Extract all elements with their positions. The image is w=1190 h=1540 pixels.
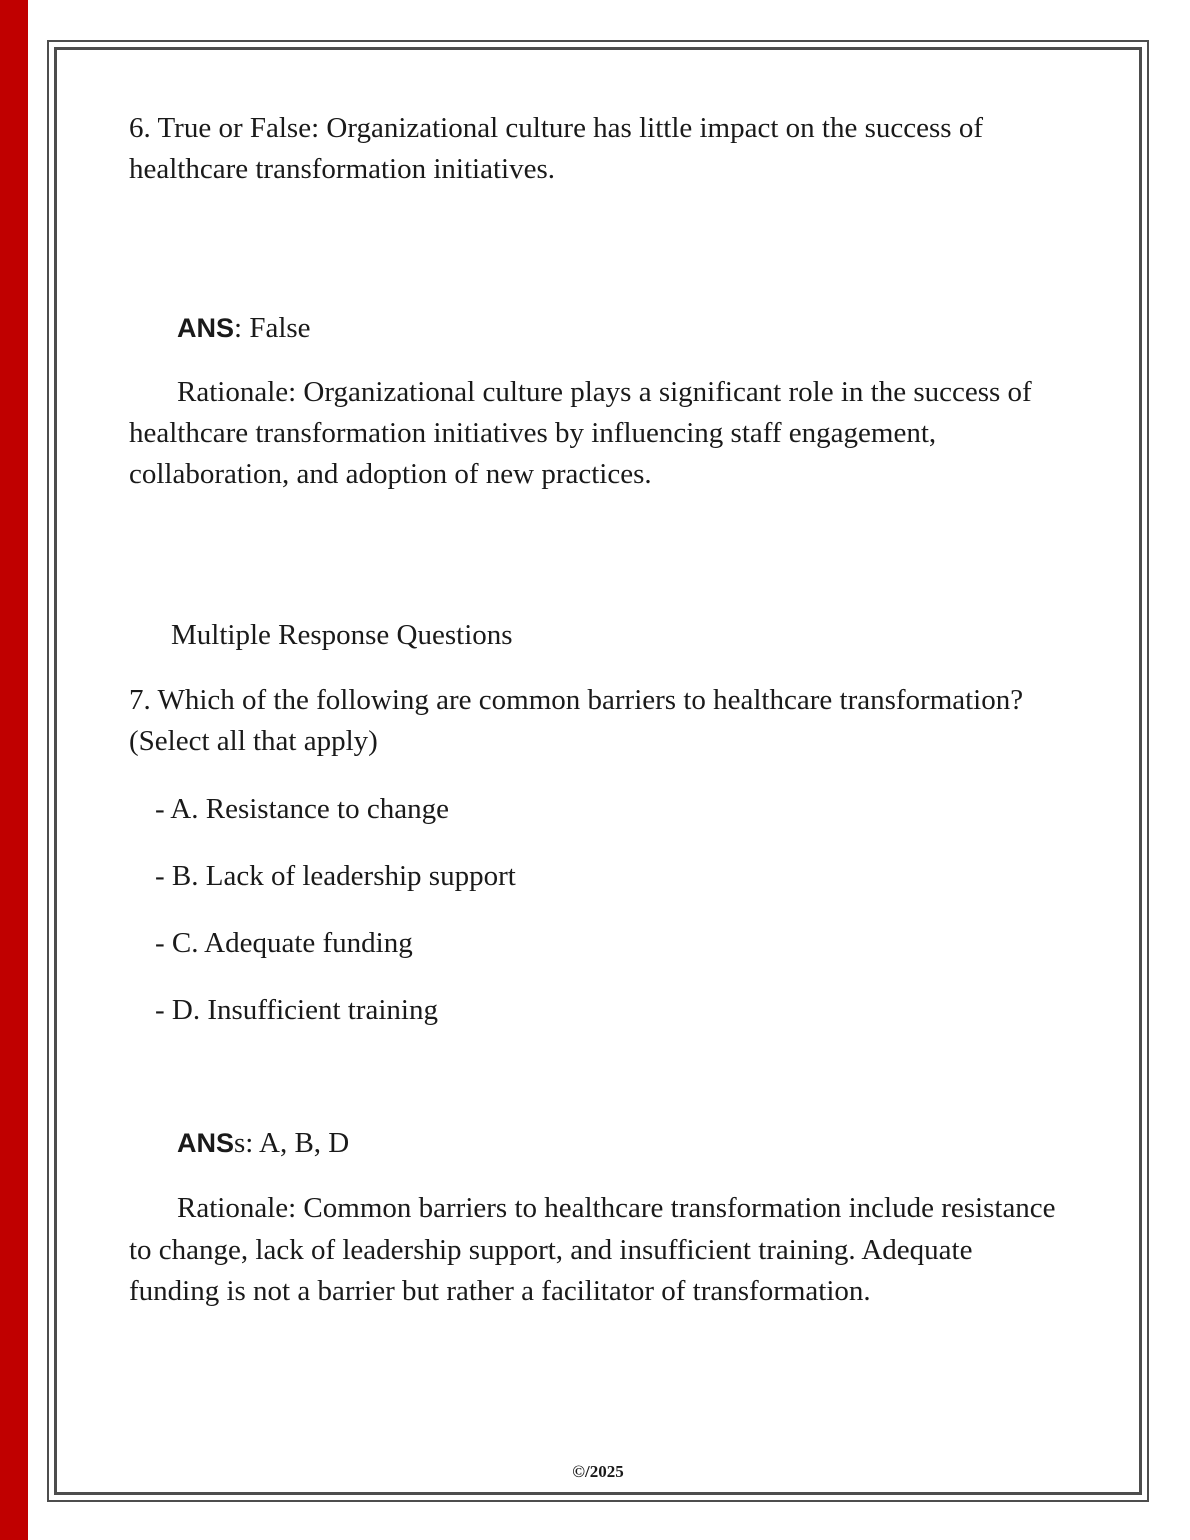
- question-6-rationale: Rationale: Organizational culture plays a significant role in the success of healthcare transformation initiatives by influencing staff engagement, collaboration, and adoption of new practices.: [129, 375, 1032, 490]
- question-7-answer-label: ANS: [177, 1128, 235, 1159]
- question-7-text: 7. Which of the following are common barriers to healthcare transformation? (Select all that apply): [129, 684, 1024, 758]
- question-7-option-b: - B. Lack of leadership support: [155, 859, 516, 892]
- question-6-text: 6. True or False: Organizational culture has little impact on the success of healthcare transformation initiatives.: [129, 112, 983, 186]
- question-6-answer-line: [129, 308, 1061, 349]
- question-7-option-d: - D. Insufficient training: [155, 994, 438, 1027]
- page-footer-copyright: ©/2025: [572, 1462, 624, 1481]
- question-7-option-a: - A. Resistance to change: [155, 792, 449, 825]
- page-border-inner: [54, 47, 1142, 1495]
- page-border-outer: [47, 40, 1149, 1502]
- question-6-answer-label: ANS: [177, 313, 235, 344]
- question-7-rationale: Rationale: Common barriers to healthcare transformation include resistance to change, lack of leadership support, and insufficient training. Adequate funding is not a barrier but rather a facilitator of transformation.: [129, 1192, 1056, 1307]
- question-7-option-c: - C. Adequate funding: [155, 926, 413, 959]
- section-heading: Multiple Response Questions: [171, 619, 513, 652]
- red-margin-stripe: [0, 0, 28, 1540]
- question-7-answer-value: s: A, B, D: [234, 1127, 350, 1160]
- question-7-answer-line: [129, 1123, 1061, 1164]
- question-6-answer-value: : False: [234, 312, 311, 345]
